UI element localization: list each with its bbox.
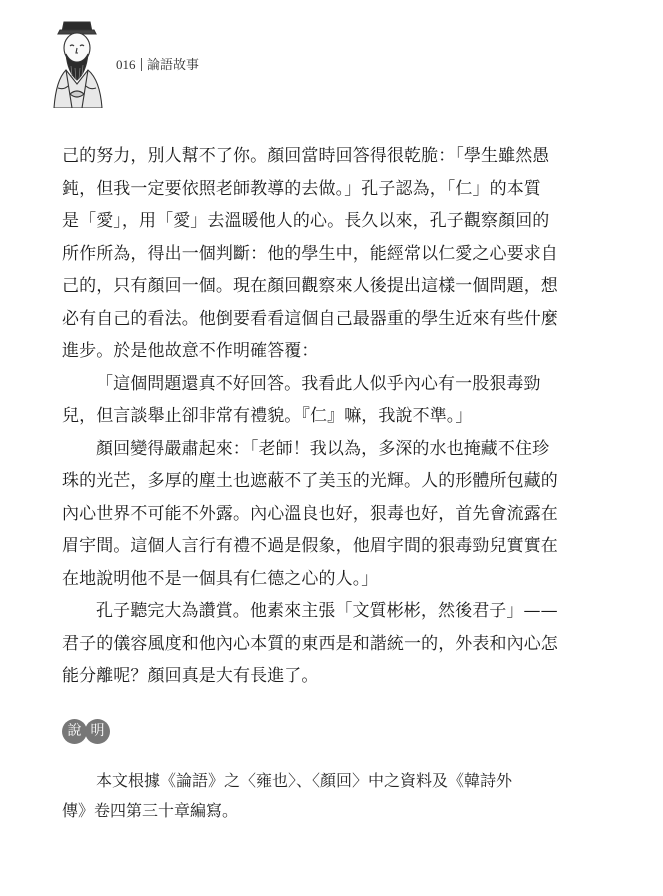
text-line: 顏回變得嚴肅起來：「老師！我以為，多深的水也掩藏不住珍	[96, 438, 550, 459]
text-line: 「這個問題還真不好回答。我看此人似乎內心有一股狠毒勁	[96, 373, 541, 394]
text-line: 在地說明他不是一個具有仁德之心的人。」	[62, 568, 379, 589]
text-line: 本文根據《論語》之〈雍也〉、〈顏回〉中之資料及《韓詩外	[96, 771, 513, 790]
paragraph-2-quote	[62, 368, 602, 433]
page-header	[44, 18, 604, 108]
text-line: 珠的光芒，多厚的塵土也遮蔽不了美玉的光輝。人的形體所包藏的	[62, 471, 558, 491]
text-line: 進步。於是他故意不作明確答覆：	[62, 341, 319, 361]
text-line: 眉宇間。這個人言行有禮不過是假象，他眉宇間的狠毒勁兒實實在	[62, 536, 558, 556]
text-line: 能分離呢？顏回真是大有長進了。	[62, 666, 319, 686]
text-line: 內心世界不可能不外露。內心溫良也好，狠毒也好，首先會流露在	[62, 503, 558, 524]
text-line: 必有自己的看法。他倒要看看這個自己最器重的學生近來有些什麼	[62, 308, 558, 329]
text-line: 所作所為，得出一個判斷：他的學生中，能經常以仁愛之心要求自	[62, 243, 558, 264]
text-line: 是「愛」，用「愛」去溫暖他人的心。長久以來，孔子觀察顏回的	[62, 211, 550, 231]
main-text	[62, 140, 602, 693]
paragraph-3	[62, 433, 602, 596]
text-line: 己的，只有顏回一個。現在顏回觀察來人後提出這樣一個問題，想	[62, 276, 558, 296]
text-line: 君子的儀容風度和他內心本質的東西是和諧統一的，外表和內心怎	[62, 633, 558, 654]
book-title: 論語故事	[147, 57, 200, 72]
badge-char: 明	[85, 719, 110, 744]
confucius-portrait-icon	[44, 18, 110, 108]
page-number: 016	[116, 57, 136, 72]
text-line: 孔子聽完大為讚賞。他素來主張「文質彬彬，然後君子」——	[96, 601, 558, 621]
text-line: 己的努力，別人幫不了你。顏回當時回答得很乾脆：「學生雖然愚	[62, 146, 550, 166]
text-line: 傳》卷四第三十章編寫。	[62, 801, 239, 820]
paragraph-4	[62, 595, 602, 693]
paragraph-1	[62, 140, 602, 368]
running-header	[116, 54, 199, 73]
text-line: 鈍，但我一定要依照老師教導的去做。」孔子認為，「仁」的本質	[62, 178, 541, 199]
badge-char: 說	[62, 719, 87, 744]
explanation-text	[62, 766, 602, 826]
text-line: 兒，但言談舉止卻非常有禮貌。『仁』嘛，我說不準。」	[62, 406, 473, 426]
header-separator	[141, 58, 143, 71]
explanation-badge	[62, 719, 118, 745]
